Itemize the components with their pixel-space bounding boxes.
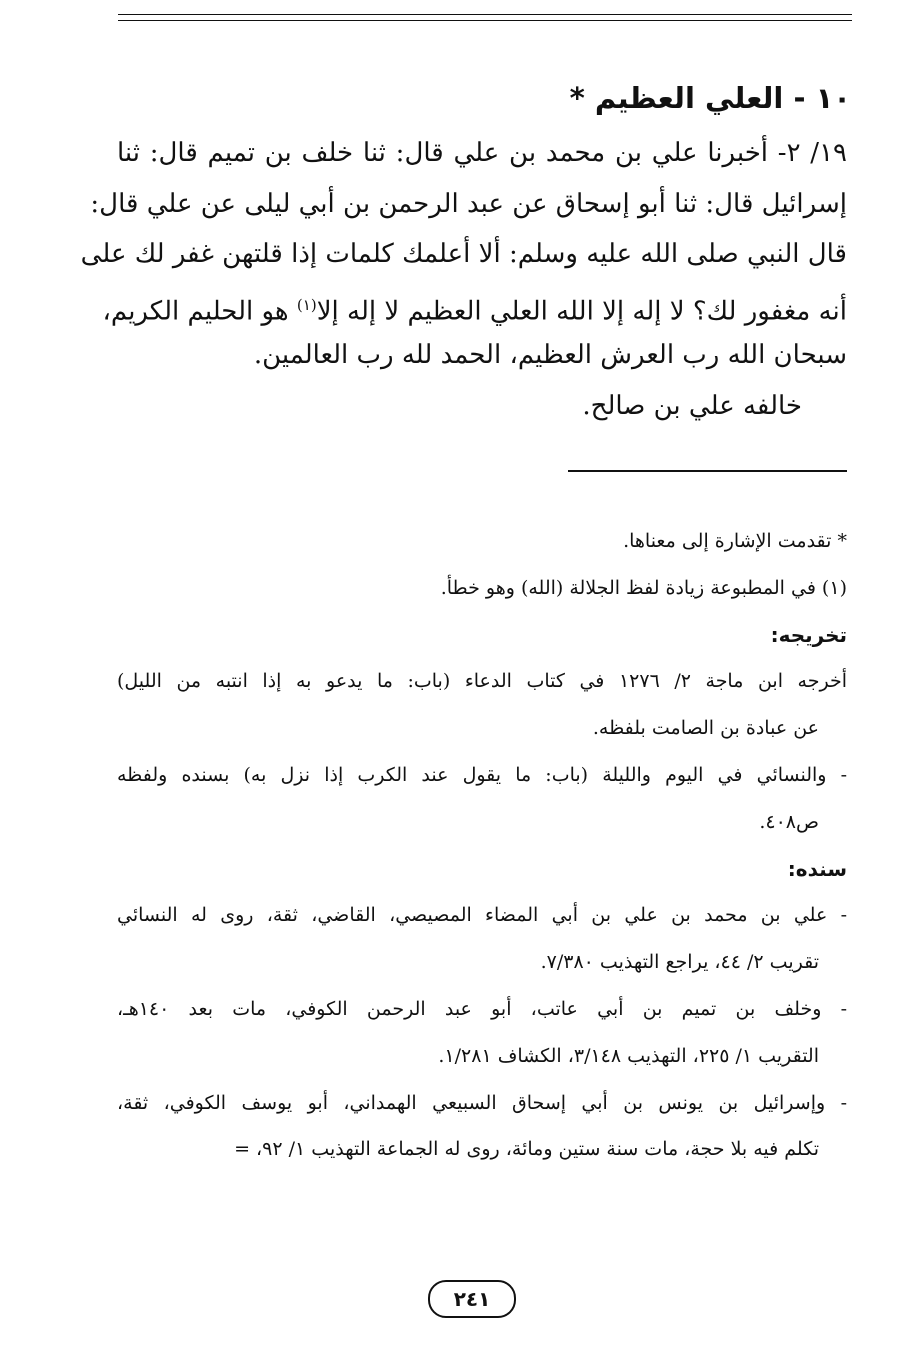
star-note: * تقدمت الإشارة إلى معناها. [623,530,847,552]
takhrij-line-3: - والنسائي في اليوم والليلة (باب: ما يقول عند الكرب إذا نزل به) بسنده ولفظه [117,763,847,786]
takhrij-line-2: عن عبادة بن الصامت بلفظه. [592,717,819,740]
page-number: ٢٤١ [428,1280,516,1318]
takhrij-heading: تخريجه: [770,622,847,647]
footnote-separator [568,470,847,472]
header-rule-bottom [118,20,852,21]
hadith-line-1: ١٩/ ٢- أخبرنا علي بن محمد بن علي قال: ثنا خلف بن تميم قال: ثنا [117,138,848,168]
header-rule-top [118,14,852,15]
sanad-line-2: تقريب ٢/ ٤٤، يراجع التهذيب ٧/٣٨٠. [540,951,819,974]
sanad-line-6: تكلم فيه بلا حجة، مات سنة ستين ومائة، روى له الجماعة التهذيب ١/ ٩٢، = [234,1138,819,1161]
hadith-line-3: قال النبي صلى الله عليه وسلم: ألا أعلمك كلمات إذا قلتهن غفر لك على [80,239,847,269]
sanad-line-3: - وخلف بن تميم بن أبي عاتب، أبو عبد الرحمن الكوفي، مات بعد ١٤٠هـ، [117,997,847,1020]
hadith-line-6: خالفه علي بن صالح. [582,390,802,421]
sanad-heading: سنده: [787,856,847,881]
sanad-line-5: - وإسرائيل بن يونس بن أبي إسحاق السبيعي الهمداني، أبو يوسف الكوفي، ثقة، [117,1091,847,1114]
sanad-line-4: التقريب ١/ ٢٢٥، التهذيب ٣/١٤٨، الكشاف ١/٢٨١. [438,1044,819,1067]
sanad-line-1: - علي بن محمد بن علي بن أبي المضاء المصيصي، القاضي، ثقة، روى له النسائي [117,904,847,927]
hadith-line-4-start: أنه مغفور لك؟ لا إله إلا الله العلي العظيم لا إله إلا [316,296,847,327]
takhrij-line-4: ص٤٠٨. [759,810,819,833]
footnotes [117,518,847,1173]
hadith-line-4-end: هو الحليم الكريم، [102,296,297,327]
footnote-1: (١) في المطبوعة زيادة لفظ الجلالة (الله) وهو خطأ. [440,576,847,599]
hadith-line-2: إسرائيل قال: ثنا أبو إسحاق عن عبد الرحمن بن أبي ليلى عن علي قال: [90,188,847,219]
footnote-marker: (١) [296,295,317,314]
hadith-text [80,128,848,431]
hadith-line-4 [102,280,847,331]
section-heading: ١٠ - العلي العظيم * [569,81,851,115]
hadith-line-5: سبحان الله رب العرش العظيم، الحمد لله رب العالمين. [253,340,847,370]
takhrij-line-1: أخرجه ابن ماجة ٢/ ١٢٧٦ في كتاب الدعاء (باب: ما يدعو به إذا انتبه من الليل) [117,670,847,693]
